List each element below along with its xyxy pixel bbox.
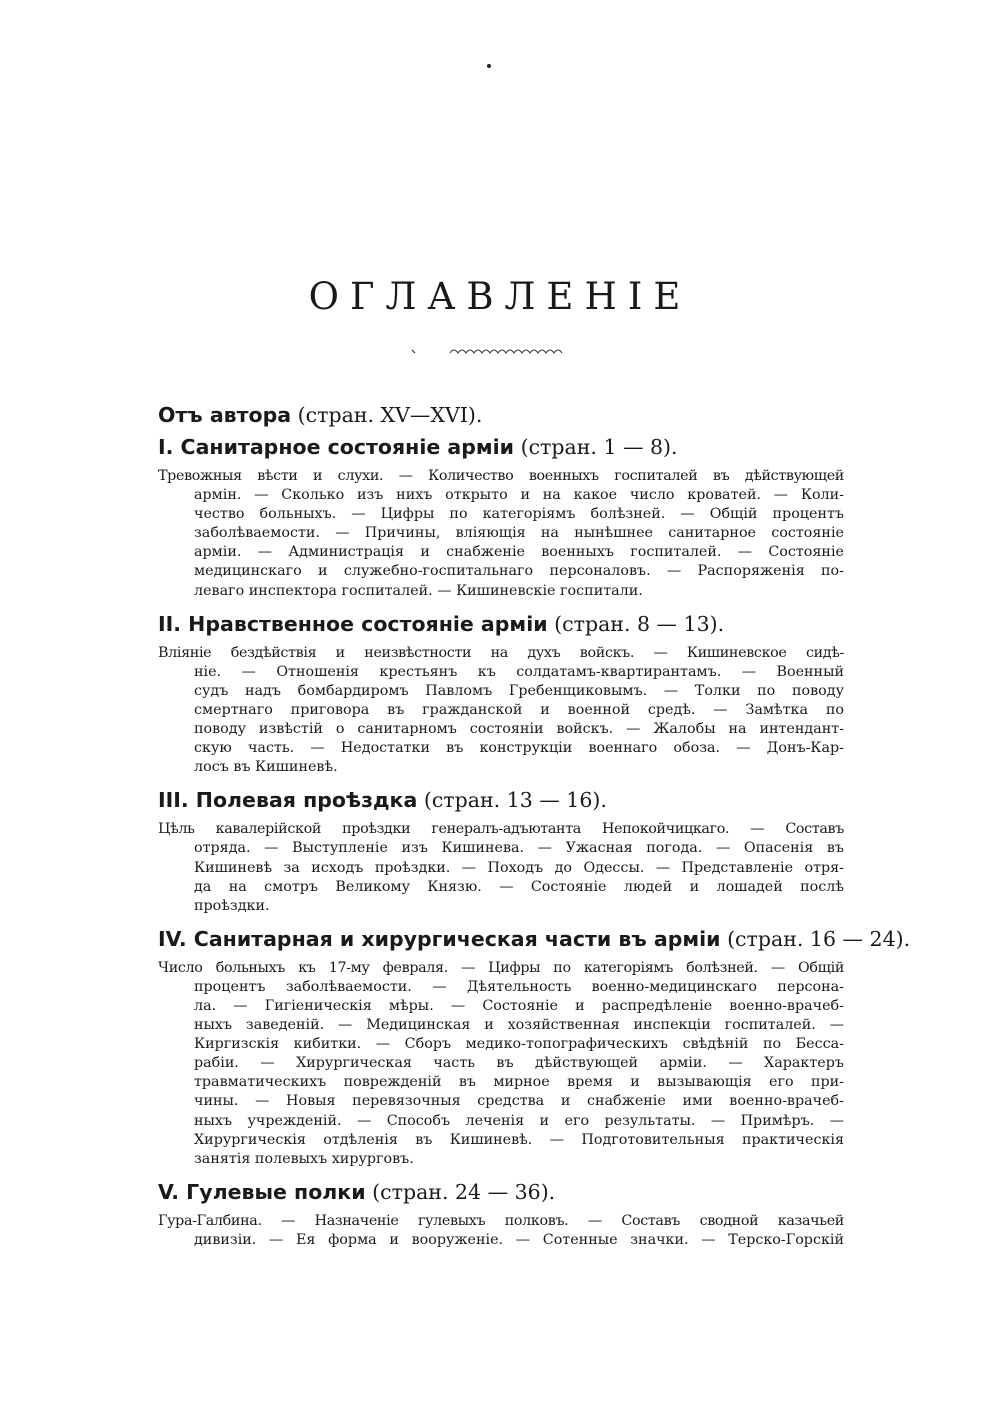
printer-dot	[487, 64, 491, 68]
summary-line: ныхъ учрежденій. — Способъ леченія и его результаты. — Примѣръ. —	[194, 1112, 844, 1129]
section-heading	[158, 924, 911, 954]
section-title: III. Полевая проѣздка	[158, 788, 418, 813]
toc-section-author	[158, 400, 844, 430]
section-summary	[158, 644, 844, 778]
summary-line: ла. — Гигіеническія мѣры. — Состояніе и распредѣленіе военно-врачеб-	[194, 997, 844, 1014]
summary-line: отряда. — Выступленіе изъ Кишинева. — Ужасная погода. — Опасенія въ	[194, 840, 844, 857]
section-summary	[158, 1212, 844, 1250]
toc-section-2	[158, 609, 844, 778]
summary-line: травматическихъ поврежденій въ мирное время и вызывающія его при-	[194, 1074, 844, 1091]
toc-section-4	[158, 924, 911, 1169]
table-of-contents	[158, 400, 911, 1258]
toc-section-1	[158, 432, 844, 601]
summary-line: Тревожныя вѣсти и слухи. — Количество военныхъ госпиталей въ дѣйствующей	[158, 468, 844, 484]
section-pages: (стран. 8 — 13).	[554, 611, 725, 636]
summary-line: ніе. — Отношенія крестьянъ къ солдатамъ-квартирантамъ. — Военный	[194, 663, 844, 680]
summary-line: скую часть. — Недостатки въ конструкціи военнаго обоза. — Донъ-Кар-	[194, 740, 844, 757]
summary-line: да на смотръ Великому Князю. — Состояніе людей и лошадей послѣ	[194, 878, 844, 895]
summary-line: Киргизскія кибитки. — Сборъ медико-топографическихъ свѣдѣній по Бесса-	[194, 1036, 844, 1053]
section-heading	[158, 785, 844, 815]
summary-line: рабіи. — Хирургическая часть въ дѣйствующей арміи. — Характеръ	[194, 1055, 844, 1072]
section-summary	[158, 820, 844, 915]
page-title: ОГЛАВЛЕНІЕ	[308, 274, 692, 318]
section-title: V. Гулевые полки	[158, 1179, 366, 1204]
section-heading	[158, 1177, 844, 1207]
section-title: II. Нравственное состояніе арміи	[158, 611, 548, 636]
summary-line: проѣздки.	[194, 897, 270, 914]
summary-line: армін. — Сколько изъ нихъ открыто и на какое число кроватей. — Коли-	[194, 487, 844, 504]
summary-line: леваго инспектора госпиталей. — Кишиневскіе госпитали.	[194, 582, 643, 599]
summary-line: Хирургическія отдѣленія въ Кишиневѣ. — Подготовительныя практическія	[194, 1131, 844, 1148]
summary-line: лосъ въ Кишиневѣ.	[194, 759, 338, 776]
toc-section-5	[158, 1177, 844, 1250]
summary-line: занятія полевыхъ хирурговъ.	[194, 1150, 414, 1167]
summary-line: Кишиневѣ за исходъ проѣздки. — Походъ до Одессы. — Представленіе отря-	[194, 859, 844, 876]
section-summary	[158, 467, 844, 601]
ornament-divider	[410, 344, 565, 360]
summary-line: судъ надъ бомбардиромъ Павломъ Гребенщиковымъ. — Толки по поводу	[194, 682, 844, 699]
summary-line: чество больныхъ. — Цифры по категоріямъ болѣзней. — Общій процентъ	[194, 506, 844, 523]
section-title: Отъ автора	[158, 403, 292, 427]
summary-line: поводу извѣстій о санитарномъ состояніи войскъ. — Жалобы на интендант-	[194, 721, 844, 738]
summary-line: заболѣваемости. — Причины, вліяющія на нынѣшнее санитарное состояніе	[194, 525, 844, 542]
section-summary	[158, 959, 844, 1169]
summary-line: ныхъ заведеній. — Медицинская и хозяйственная инспекціи госпиталей. —	[194, 1017, 844, 1034]
section-title: IV. Санитарная и хирургическая части въ арміи	[158, 926, 721, 951]
section-pages: (стран. 1 — 8).	[520, 435, 678, 459]
summary-line: смертнаго приговора въ гражданской и военной средѣ. — Замѣтка по	[194, 701, 844, 718]
summary-line: чины. — Новыя перевязочныя средства и снабженіе ими военно-врачеб-	[194, 1093, 844, 1110]
summary-line: процентъ заболѣваемости. — Дѣятельность военно-медицинскаго персона-	[194, 978, 844, 995]
summary-line: медицинскаго и служебно-госпитальнаго персоналовъ. — Распоряженія по-	[194, 563, 844, 580]
summary-line: Число больныхъ къ 17-му февраля. — Цифры по категоріямъ болѣзней. — Общій	[158, 959, 844, 976]
summary-line: арміи. — Администрація и снабженіе военныхъ госпиталей. — Состояніе	[194, 544, 844, 561]
summary-line: Гура-Галбина. — Назначеніе гулевыхъ полковъ. — Составъ сводной казачьей	[158, 1212, 844, 1229]
summary-line: Цѣль кавалерійской проѣздки генералъ-адъютанта Непокойчицкаго. — Составъ	[158, 821, 844, 838]
summary-line: дивизіи. — Ея форма и вооруженіе. — Сотенные значки. — Терско-Горскій	[194, 1231, 844, 1248]
section-pages: (стран. XV—XVI).	[297, 403, 483, 427]
section-heading	[158, 609, 844, 639]
summary-line: Вліяніе бездѣйствія и неизвѣстности на духъ войскъ. — Кишиневское сидѣ-	[158, 644, 844, 661]
section-heading	[158, 400, 844, 430]
section-pages: (стран. 24 — 36).	[372, 1179, 556, 1204]
section-pages: (стран. 16 — 24).	[727, 926, 911, 951]
section-title: I. Санитарное состояніе арміи	[158, 435, 515, 459]
toc-section-3	[158, 785, 844, 915]
section-heading	[158, 432, 844, 462]
section-pages: (стран. 13 — 16).	[423, 788, 607, 813]
